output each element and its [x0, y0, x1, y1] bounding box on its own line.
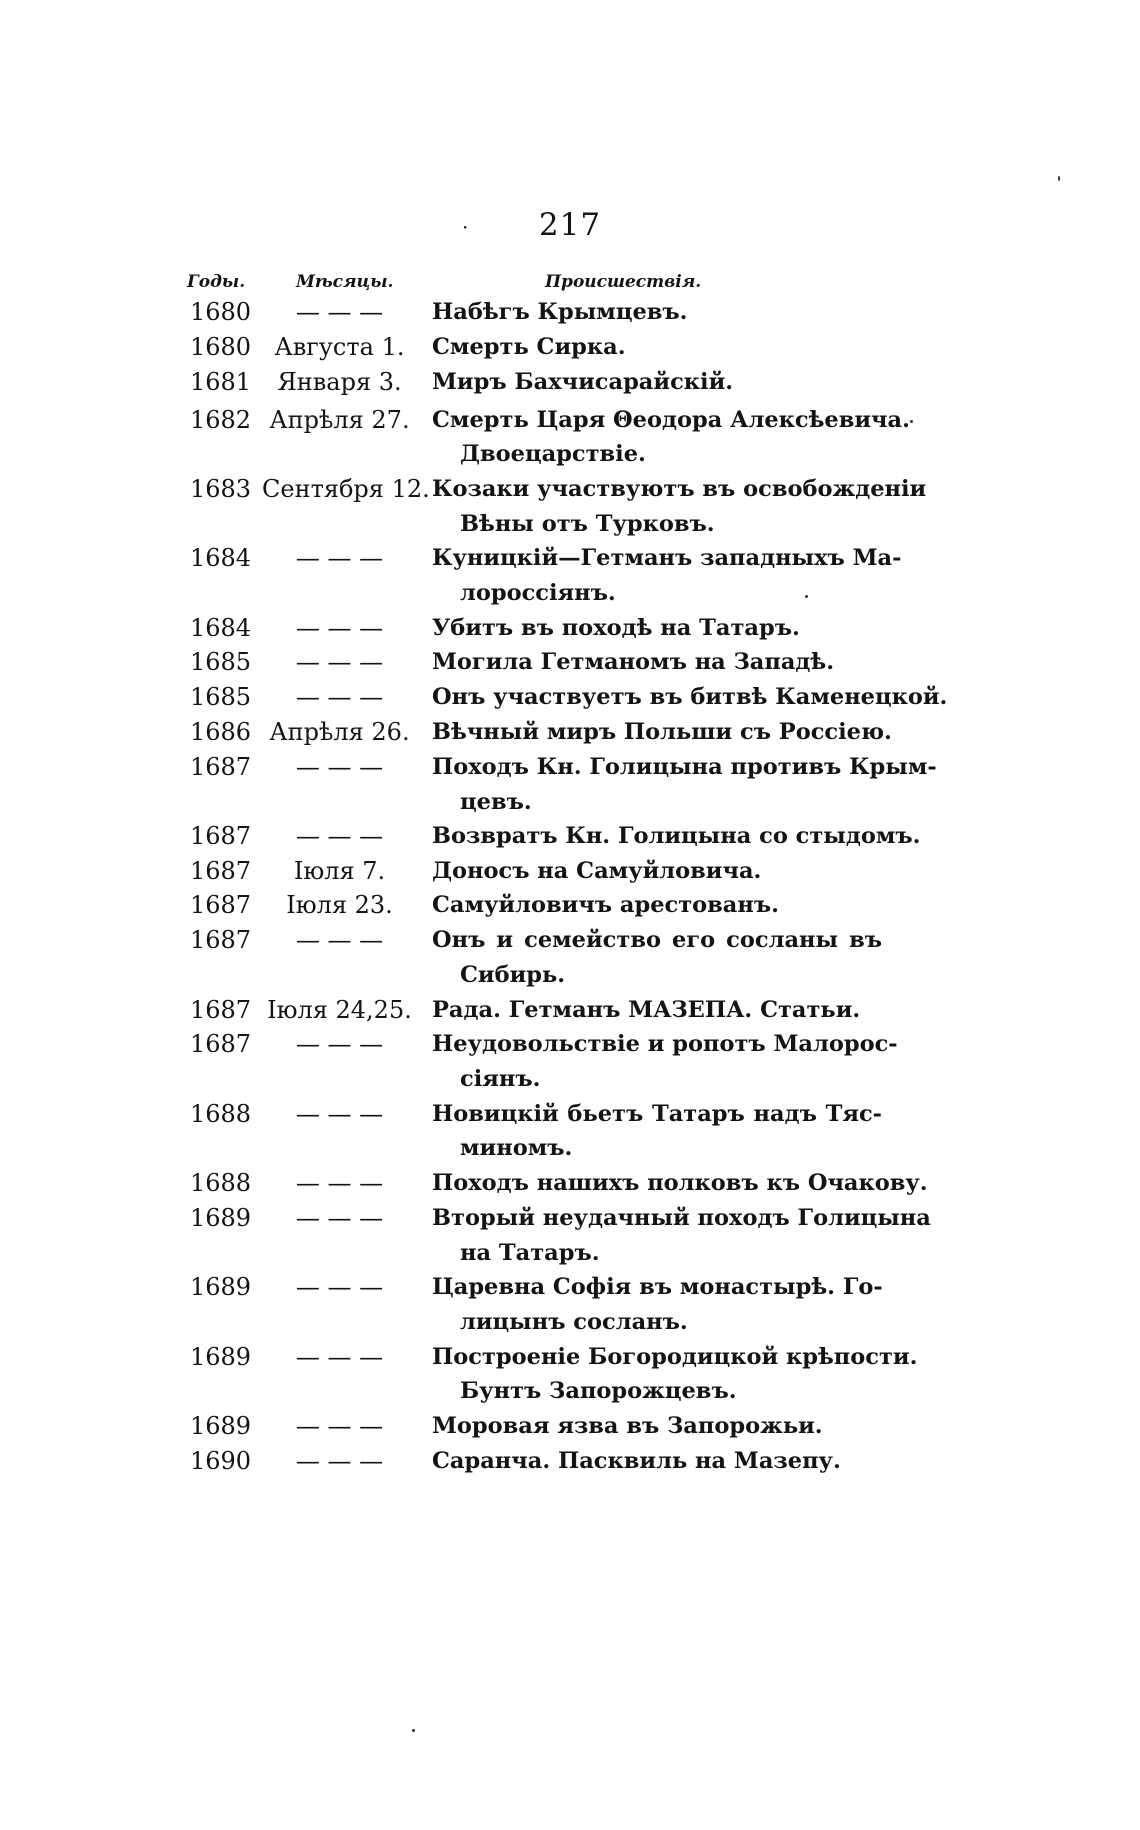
event-cell: Вторый неудачный походъ Голицына [432, 1205, 931, 1231]
table-row [0, 1340, 1140, 1374]
month-cell: Января 3. [277, 368, 402, 396]
month-cell: — — — [295, 753, 384, 781]
month-cell: — — — [295, 614, 384, 642]
year-cell: 1687 [190, 1030, 252, 1058]
year-cell: 1684 [190, 614, 252, 642]
month-cell: Іюля 23. [286, 891, 393, 919]
month-cell: — — — [295, 822, 384, 850]
year-cell: 1687 [190, 996, 252, 1024]
month-cell: — — — [295, 1447, 384, 1475]
year-cell: 1687 [190, 926, 252, 954]
event-continuation: лороссіянъ. [460, 580, 616, 606]
year-cell: 1689 [190, 1343, 252, 1371]
year-cell: 1685 [190, 683, 252, 711]
table-row [0, 1027, 1140, 1061]
table-row [0, 680, 1140, 714]
event-cell: Смерть Сирка. [432, 334, 626, 360]
month-cell: — — — [295, 648, 384, 676]
year-cell: 1688 [190, 1100, 252, 1128]
month-cell: — — — [295, 926, 384, 954]
event-continuation: Сибирь. [460, 962, 566, 988]
table-row [0, 715, 1140, 749]
ink-speck [1058, 176, 1060, 181]
event-cell: Самуйловичъ арестованъ. [432, 892, 779, 918]
event-continuation: на Татаръ. [460, 1240, 600, 1266]
table-row [0, 403, 1140, 437]
year-cell: 1690 [190, 1447, 252, 1475]
event-cell: Вѣчный миръ Польши съ Россіею. [432, 719, 892, 745]
year-cell: 1689 [190, 1204, 252, 1232]
event-cell: Неудовольствіе и ропотъ Малорос- [432, 1031, 898, 1057]
table-row [0, 923, 1140, 957]
event-continuation: Вѣны отъ Турковъ. [460, 511, 715, 537]
month-cell: Апрѣля 26. [269, 718, 410, 746]
event-continuation: лицынъ сосланъ. [460, 1309, 688, 1335]
event-cell: Онъ участвуетъ въ битвѣ Каменецкой. [432, 684, 948, 710]
month-cell: — — — [295, 683, 384, 711]
month-cell: — — — [295, 1412, 384, 1440]
month-cell: — — — [295, 1169, 384, 1197]
page-number-text: 217 [538, 207, 602, 243]
event-cell: Моровая язва въ Запорожьи. [432, 1413, 823, 1439]
event-cell: Смерть Царя Θеодора Алексѣевича. [432, 407, 910, 433]
year-cell: 1682 [190, 406, 252, 434]
year-cell: 1687 [190, 753, 252, 781]
month-cell: Іюля 7. [293, 857, 386, 885]
event-cell: Миръ Бахчисарайскій. [432, 369, 734, 395]
table-row [0, 645, 1140, 679]
event-cell: Набѣгъ Крымцевъ. [432, 299, 688, 325]
year-cell: 1680 [190, 298, 252, 326]
year-cell: 1689 [190, 1273, 252, 1301]
table-row [0, 1409, 1140, 1443]
event-cell: Убитъ въ походѣ на Татаръ. [432, 615, 800, 641]
month-cell: Августа 1. [274, 333, 405, 361]
header-events: Происшествія. [545, 272, 702, 292]
table-row [0, 1444, 1140, 1478]
table-row [0, 993, 1140, 1027]
year-cell: 1689 [190, 1412, 252, 1440]
month-cell: — — — [295, 1273, 384, 1301]
year-cell: 1680 [190, 333, 252, 361]
year-cell: 1686 [190, 718, 252, 746]
table-row [0, 1166, 1140, 1200]
event-cell: Онъ и семейство его сосланы въ [432, 927, 882, 953]
month-cell: — — — [295, 1100, 384, 1128]
year-cell: 1688 [190, 1169, 252, 1197]
table-row [0, 611, 1140, 645]
ink-dot: · [462, 215, 470, 239]
event-continuation: Двоецарствіе. [460, 441, 646, 467]
year-cell: 1687 [190, 822, 252, 850]
event-continuation: сіянъ. [460, 1066, 541, 1092]
table-row [0, 1270, 1140, 1304]
table-row [0, 295, 1140, 329]
header-months: Мѣсяцы. [296, 272, 394, 292]
year-cell: 1683 [190, 475, 252, 503]
event-cell: Царевна Софія въ монастырѣ. Го- [432, 1274, 883, 1300]
event-cell: Могила Гетманомъ на Западѣ. [432, 649, 835, 675]
year-cell: 1685 [190, 648, 252, 676]
event-cell: Походъ нашихъ полковъ къ Очакову. [432, 1170, 928, 1196]
table-row [0, 541, 1140, 575]
month-cell: Сентября 12. [262, 475, 430, 503]
event-cell: Доносъ на Самуйловича. [432, 858, 762, 884]
event-cell: Новицкій бьетъ Татаръ надъ Тяс- [432, 1101, 882, 1127]
month-cell: — — — [295, 1343, 384, 1371]
table-row [0, 1201, 1140, 1235]
event-cell: Саранча. Пасквиль на Мазепу. [432, 1448, 841, 1474]
page-number [0, 207, 1140, 243]
event-cell: Построеніе Богородицкой крѣпости. [432, 1344, 918, 1370]
event-continuation: миномъ. [460, 1135, 573, 1161]
event-cell: Рада. Гетманъ МАЗЕПА. Статьи. [432, 997, 861, 1023]
year-cell: 1687 [190, 891, 252, 919]
month-cell: — — — [295, 1204, 384, 1232]
event-cell: Куницкій—Гетманъ западныхъ Ма- [432, 545, 902, 571]
table-row [0, 365, 1140, 399]
event-cell: Походъ Кн. Голицына противъ Крым- [432, 754, 937, 780]
table-row [0, 1097, 1140, 1131]
month-cell: Іюля 24,25. [267, 996, 412, 1024]
table-row [0, 819, 1140, 853]
month-cell: — — — [295, 1030, 384, 1058]
header-years: Годы. [187, 272, 246, 292]
table-row [0, 854, 1140, 888]
month-cell: Апрѣля 27. [269, 406, 410, 434]
event-cell: Козаки участвуютъ въ освобожденіи [432, 476, 927, 502]
ink-speck [412, 1729, 415, 1732]
month-cell: — — — [295, 544, 384, 572]
table-row [0, 750, 1140, 784]
table-row [0, 472, 1140, 506]
month-cell: — — — [295, 298, 384, 326]
ink-speck [805, 595, 808, 598]
table-row [0, 888, 1140, 922]
event-cell: Возвратъ Кн. Голицына со стыдомъ. [432, 823, 921, 849]
table-row [0, 330, 1140, 364]
event-continuation: цевъ. [460, 789, 532, 815]
year-cell: 1681 [190, 368, 252, 396]
year-cell: 1687 [190, 857, 252, 885]
event-continuation: Бунтъ Запорожцевъ. [460, 1378, 737, 1404]
year-cell: 1684 [190, 544, 252, 572]
ink-speck [910, 420, 913, 423]
